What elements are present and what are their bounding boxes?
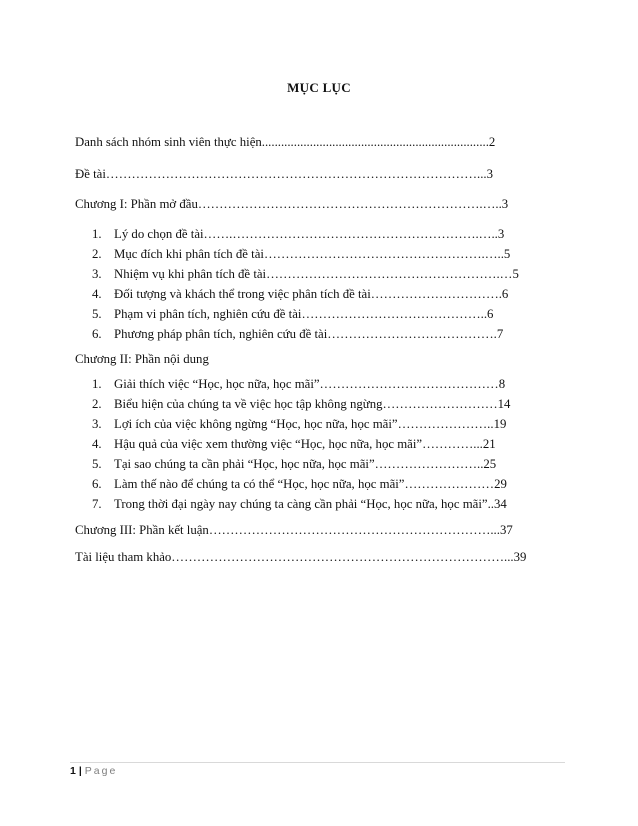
footer-divider: [70, 762, 565, 763]
toc-entry: Chương I: Phần mở đầu………………………………………………………….…..3: [75, 197, 509, 211]
toc-subentry: 7. Trong thời đại ngày nay chúng ta càng cần phải “Học, học nữa, học mãi”..34: [92, 497, 507, 511]
toc-subentry: 4. Hậu quả của việc xem thường việc “Học, học nữa, học mãi”…………...21: [92, 437, 496, 451]
toc-subentry: 4. Đối tượng và khách thể trong việc phân tích đề tài………………………….6: [92, 287, 509, 301]
toc-subentry: 2. Biểu hiện của chúng ta về việc học tập không ngừng………………………14: [92, 397, 511, 411]
toc-entry: Chương III: Phần kết luận…………………………………………………………...37: [75, 523, 513, 537]
toc-subentry: 5. Tại sao chúng ta cần phải “Học, học nữa, học mãi”……………………..25: [92, 457, 497, 471]
toc-subentry: 1. Giải thích việc “Học, học nữa, học mãi”……………………………………8: [92, 377, 506, 391]
page-title: MỤC LỤC: [287, 80, 351, 95]
footer-separator: |: [78, 765, 82, 777]
toc-subentry: 2. Mục đích khi phân tích đề tài…………………………………………….…..5: [92, 247, 511, 261]
toc-subentry: 5. Phạm vi phân tích, nghiên cứu đề tài……………………………………..6: [92, 307, 494, 321]
toc-subentry: 3. Lợi ích của việc không ngừng “Học, học nữa, học mãi”…………………..19: [92, 417, 507, 431]
page-footer: [70, 765, 117, 777]
toc-subentry: 1. Lý do chọn đề tài…….………………………………………………….…..3: [92, 227, 505, 241]
toc-entry: Danh sách nhóm sinh viên thực hiện.......................................................................2: [75, 135, 496, 149]
toc-entry: Chương II: Phần nội dung: [75, 352, 209, 366]
toc-subentry: 3. Nhiệm vụ khi phân tích đề tài……………………………………………….…5: [92, 267, 519, 281]
page-label: Page: [84, 765, 118, 777]
page-number: 1: [70, 765, 76, 777]
toc-entry: Tài liệu tham khảo……………………………………………………………………...39: [75, 550, 527, 564]
toc-subentry: 6. Làm thế nào để chúng ta có thể “Học, học nữa, học mãi”…………………29: [92, 477, 507, 491]
toc-entry: Đề tài……………………………………………………………………………...3: [75, 167, 494, 181]
toc-subentry: 6. Phương pháp phân tích, nghiên cứu đề tài………………………………….7: [92, 327, 504, 341]
